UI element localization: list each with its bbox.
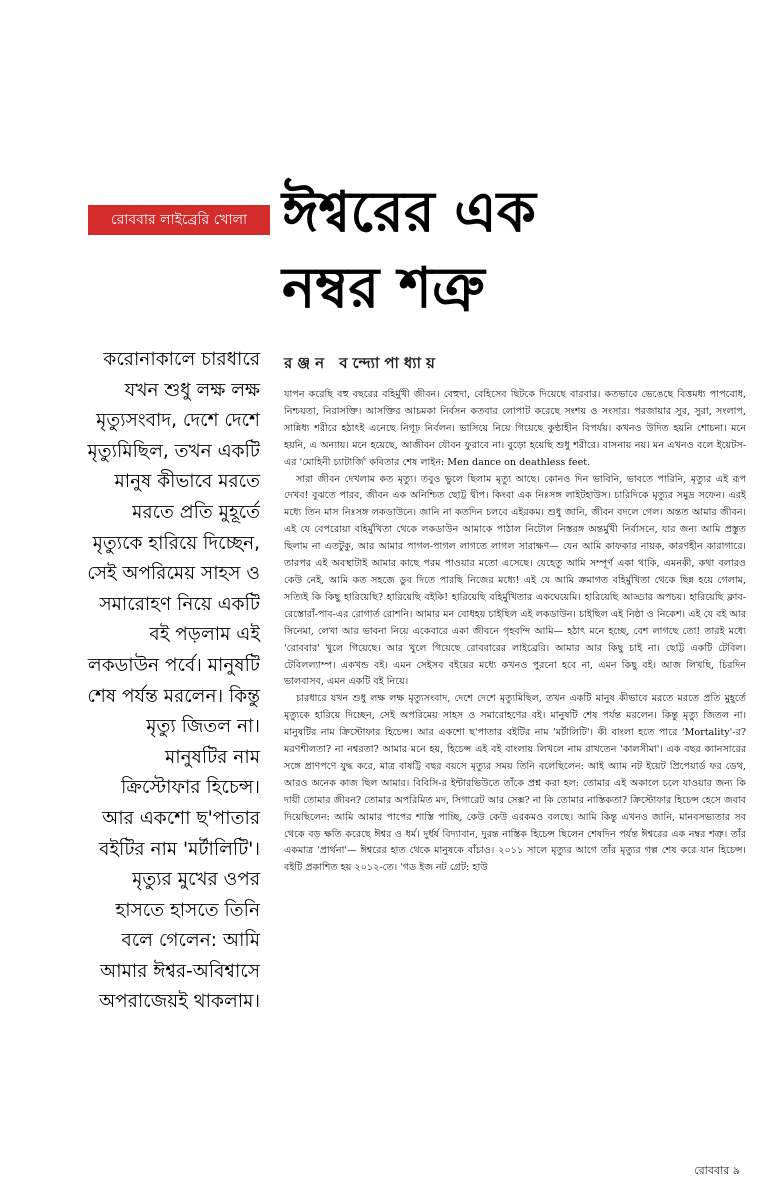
pullquote-line: অপরাজেয়ই থাকলাম। [99,991,260,1013]
pullquote-line: শেষ পর্যন্ত মরলেন। কিন্তু [87,685,260,707]
pullquote-line: মৃত্যুসংবাদ, দেশে দেশে [96,410,260,432]
section-tag: রোববার লাইব্রেরি খোলা [88,205,270,235]
headline-line-1: ঈশ্বরের এক [282,180,536,245]
pullquote-line: মৃত্যুমিছিল, তখন একটি [87,440,260,462]
pullquote-line: সমারোহণ নিয়ে একটি [99,593,260,615]
article-body [284,387,746,1142]
pullquote-line: সেই অপরিমেয় সাহস ও [87,563,260,585]
pullquote-line: বই পড়লাম এই [149,624,260,646]
pullquote-line: মৃত্যুকে হারিয়ে দিচ্ছেন, [92,532,260,554]
pullquote-line: যখন শুধু লক্ষ লক্ষ [124,379,260,401]
page-footer: রোববার ৯ [694,1164,740,1177]
headline [282,175,752,327]
pullquote [22,345,260,1018]
pullquote-line: মানুষটির নাম [165,746,260,768]
pullquote-line: বইটির নাম 'মর্টালিটি'। [99,838,260,860]
byline: রঞ্জন বন্দ্যোপাধ্যায় [284,354,440,372]
pullquote-line: আমার ঈশ্বর-অবিশ্বাসে [100,960,260,982]
pullquote-line: করোনাকালে চারধারে [103,349,260,370]
headline-line-2: নম্বর শত্রু [282,256,485,321]
pullquote-line: মানুষ কীভাবে মরতে [114,471,260,493]
body-paragraph: যাপন করেছি বহু বছরের বহির্মুখী জীবন। বেহুদা, বেহিসেব ছিটকে দিয়েছে বারবার। কতভাবে ভেঙেছে বিত্তমধ্য পাপবোধ, নিশ্চয়তা, নিরাসক্তি। আসক্তির আচমকা নির্বসন কতবার লোপাট করেছে সংশয় ও সংসার। পরজায়ার সুর, সুরা, সংলাপ, সান্নিধ্য শরীরে হঠাৎই এনেছে নিগূঢ় নির্বলন। ভাসিয়ে নিয়ে গিয়েছে কুণ্ঠাহীন বিপর্যয়। কখনও উদিত হয়নি শোচনা। মনে হয়নি, এ অন্যায়। মনে হয়েছে, আজীবন যৌবন ফুরাবে না। বুড়ো হয়েছি শুধু শরীরে। বাসনায় নয়। মন এখনও বলে ইয়েটস-এর 'মোহিনী চ্যাটার্জি' কবিতার শেষ লাইন: Men dance on deathless feet. [284,389,746,468]
pullquote-line: মৃত্যুর মুখের ওপর [132,869,260,891]
pullquote-line: ক্রিস্টোফার হিচেন্স। [121,777,260,799]
pullquote-line: হাসতে হাসতে তিনি [115,899,260,921]
body-paragraph: চারধারে যখন শুধু লক্ষ লক্ষ মৃত্যুসংবাদ, দেশে দেশে মৃত্যুমিছিল, তখন একটি মানুষ কীভাবে মরতে মরতে প্রতি মুহূর্তে মৃত্যুকে হারিয়ে দিচ্ছেন, সেই অপরিমেয় সাহস ও সমারোহণের বই। মানুষটি শেষ পর্যন্ত মরলেন। কিন্তু মৃত্যু জিতল না। মানুষটির নাম ক্রিস্টোফার হিচেন্স। আর একশো ছ'পাতার বইটির নাম 'মর্টালিটি'। কী বাংলা হতে পারে 'Mortality'-র? মরণশীলতা? না নশ্বরতা? আমার মনে হয়, হিচেন্স এই বই বাংলায় লিখলে নাম রাখতেন 'কালসীমা'। এক বছর ক্যানসারের সঙ্গে প্রাণপণে যুদ্ধ করে, মাত্র বাষট্টি বছর বয়সে মৃত্যুর সময় তিনি বলেছিলেন: আই অ্যাম নট ইয়েট প্রিপেয়ার্ড ফর ডেথ, আরও অনেক কাজ ছিল আমার। বিবিসি-র ইন্টারভিউতে তাঁকে প্রশ্ন করা হল: তোমার এই অকালে চলে যাওয়ার জন্য কি দায়ী তোমার জীবন? তোমার অপরিমিত মদ, সিগারেট আর সেক্স? না কি তোমার নাস্তিকতা? ক্রিস্টোফার হিচেন্স হেসে জবাব দিয়েছিলেন: আমি আমার পাপের শাস্তি পাচ্ছি, কেউ কেউ এরকমও বলছে। আমি কিন্তু এখনও জানি, মানবসভ্যতার সব থেকে বড় ক্ষতি করেছে ঈশ্বর ও ধর্ম। দুর্ধর্ষ বিদ্যাবান, দুরন্ত নাস্তিক হিচেন্স ছিলেন শেষদিন পর্যন্ত ঈশ্বরের এক নম্বর শত্রু। তাঁর একমাত্র 'প্রার্থনা'— ঈশ্বরের হাত থেকে মানুষকে বাঁচাও। ২০১১ সালে মৃত্যুর আগে তাঁর মৃত্যুর গল্প শেষ করে যান হিচেন্স। বইটি প্রকাশিত হয় ২০১২-তে। 'গড ইজ নট গ্রেট: হাউ [284,693,746,874]
pullquote-line: মরতে প্রতি মুহূর্তে [132,501,260,523]
pullquote-line: লকডাউন পর্বে। মানুষটি [87,654,260,676]
pullquote-line: মৃত্যু জিতল না। [146,716,260,738]
pullquote-line: আর একশো ছ'পাতার [102,807,260,829]
body-paragraph: সারা জীবন দেখলাম কত মৃত্যু। তবুও ভুলে ছিলাম মৃত্যু আছে। কোনও দিন ভাবিনি, ভাবতে পারিনি, মৃত্যুর এই রূপ দেখব! বুঝতে পারব, জীবন এক অনিশ্চিত ছোট্ট দ্বীপ। কিংবা এক নিঃসঙ্গ লাইটহাউস। চারিদিকে মৃত্যুর সমুদ্র সফেন। এরই মধ্যে তিন মাস নিঃসঙ্গ লকডাউনে। জানি না কতদিন চলবে এইরকম। শুধু জানি, জীবন বদলে গেল। অন্তত আমার জীবন। এই যে বেপরোয়া বহির্মুখিতা থেকে লকডাউন আমাকে পাঠাল নিটোল নিস্তরঙ্গ অন্তর্মুখী নির্বাসনে, যার জন্য আমি প্রস্তুত ছিলাম না এতটুকু, আর আমার পাগল-পাগল লাগতে লাগল সারাক্ষণ— যেন আমি কাফকার নায়ক, কারণহীন কারাগারে। তারপর এই অবস্থাটাই আমার কাছে পরম পাওয়ার মতো এসেছে। যেহেতু আমি সম্পূর্ণ একা থাকি, এমনকী, কথা বলারও কেউ নেই, আমি কত সহজে ডুব দিতে পারছি নিজের মধ্যে! এই যে আমি ক্রমাগত বহির্মুখিতা থেকে ছিন্ন হয়ে গেলাম, সত্যিই কি কিছু হারিয়েছি? হারিয়েছি বইকি! হারিয়েছি বহির্মুখিতার একঘেয়েমি। হারিয়েছি আড্ডার অপচয়। হারিয়েছি ক্লাব-রেস্তোরাঁ-পাব-এর রোগার্ত রোশনি। আমার মন বোধহয় চাইছিল এই লকডাউন। চাইছিল এই নিষ্ঠা ও নিকেশ। এই যে বই আর সিনেমা, লেখা আর ভাবনা নিয়ে একেবারে একা জীবনে গৃহবন্দি আমি— হঠাৎ মনে হচ্ছে, বেশ লাগছে তো! তারই মধ্যে 'রোববার' খুলে গিয়েছে। আর খুলে গিয়েছে রোববারের লাইব্রেরি। আমার আর কিছু চাই না। ছোট্ট একটি টেবিল। টেবিলল্যাম্প। একখন্ড বই। এমন সেইসব বইয়ের মধ্যে কখনও পুরনো হবে না, এমন কিছু বই। আজ লিখছি, চিরদিন ভালবাসব, এমন একটি বই নিয়ে। [284,473,746,688]
pullquote-line: বলে গেলেন: আমি [121,930,260,952]
